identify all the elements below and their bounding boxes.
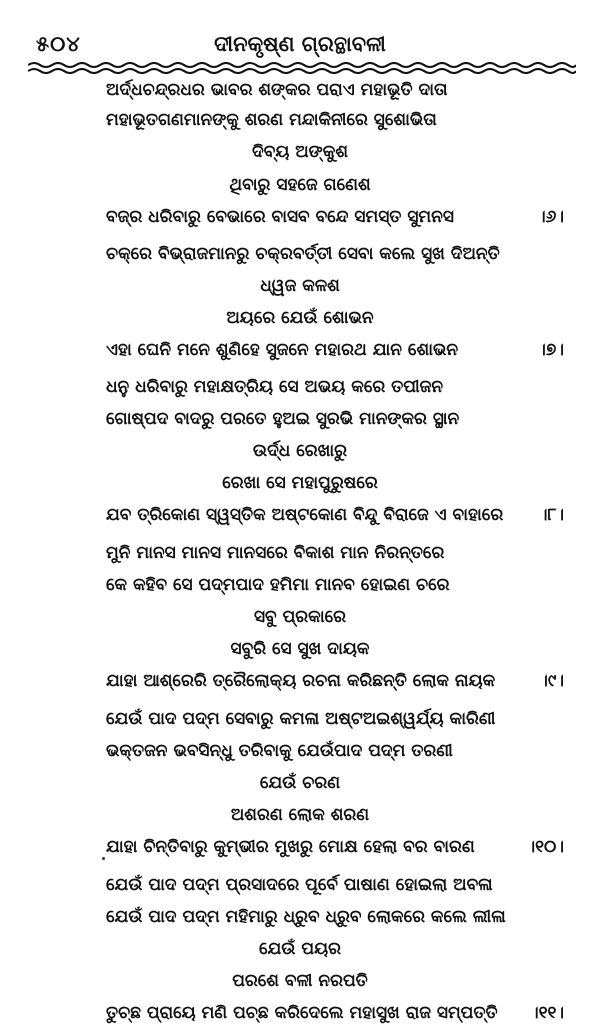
- verse-line: ରେଖା ସେ ମହାପୁରୁଷରେ: [222, 473, 378, 493]
- verse-line: ଚକ୍ରେ ବିଭ୍ରାଜମାନରୁ ଚକ୍ରବର୍ତ୍ତୀ ସେବା କଲେ ସୁଖ ଦିଅନ୍ତି: [106, 244, 500, 264]
- verse-line: ସବୁ ପ୍ରକାରେ: [253, 607, 347, 627]
- page-number: ୫୦୪: [36, 32, 81, 56]
- verse-line: ତୁଚ୍ଛ ପ୍ରାୟେ ମଣି ପଚ୍ଛ କରିଦେଲେ ମହାସୁଖ ରାଜ ସମ୍ପତ୍ତି: [106, 1003, 498, 1023]
- verse-line: ଏହା ଘେନି ମନେ ଶୁଣିହେ ସୁଜନେ ମହାରଥ ଯାନ ଶୋଭନ: [106, 340, 459, 360]
- verse-line: ମୁନି ମାନସ ମାନସ ମାନସରେ ବିକାଶ ମାନ ନିରନ୍ତରେ: [106, 543, 445, 563]
- verse-line: ଅର୍ଦ୍ଧଚନ୍ଦ୍ରଧର ଭାବର ଶଙ୍କର ପରାଏ ମହାଭୂତି ଦାତା: [106, 80, 448, 100]
- verse-line: ଯେଉଁ ପାଦ ପଦ୍ମ ମହିମାରୁ ଧ୍ରୁବ ଧ୍ରୁବ ଲୋକରେ କଲେ ଲୀଳା: [106, 907, 506, 927]
- verse-line: ଯେଉଁ ପାଦ ପଦ୍ମ ସେବାରୁ କମଳା ଅଷ୍ଟଅଇଶ୍ୱର୍ଯ୍ୟ କାରିଣୀ: [106, 709, 496, 729]
- verse-line: ଧ୍ୱଜ କଳଶ: [260, 276, 340, 296]
- verse-line: ଭକ୍ତଜନ ଭବସିନ୍ଧୁ ତରିବାକୁ ଯେଉଁପାଦ ପଦ୍ମ ତରଣୀ: [106, 741, 453, 761]
- verse-number: ।୭।: [538, 340, 564, 360]
- page-header: [0, 28, 600, 64]
- verse-number: ।୯।: [540, 671, 564, 691]
- book-title: ଦୀନକୃଷ୍ଣ ଗ୍ରନ୍ଥାବଳୀ: [214, 32, 386, 56]
- wavy-header-rule: [28, 60, 576, 78]
- verse-line: ମହାଭୂତଗଣମାନଙ୍କୁ ଶରଣ ମନ୍ଦାକିନୀରେ ସୁଶୋଭିତା: [106, 110, 437, 130]
- verse-line: କେ କହିବ ସେ ପଦ୍ମପାଦ ହମିମା ମାନବ ହୋଇଣ ଚରେ: [106, 575, 450, 595]
- verse-line: ଉର୍ଦ୍ଧ ରେଖାରୁ: [252, 441, 348, 461]
- verse-line: ପରଶେ ବଳୀ ନରପତି: [232, 971, 368, 991]
- verse-number: ।୧୧।: [530, 1003, 564, 1023]
- verse-line: ଥିବାରୁ ସହଜେ ଗଣେଶ: [229, 175, 371, 195]
- stray-ink-dot: [102, 857, 105, 860]
- verse-line: ଧନୁ ଧରିବାରୁ ମହାକ୍ଷତ୍ରିୟ ସେ ଅଭୟ କରେ ତପୀଜନ: [106, 377, 444, 397]
- verse-line: ସବୁରି ସେ ସୁଖ ଦାୟକ: [230, 639, 370, 659]
- verse-line: ଦିବ୍ୟ ଅଙ୍କୁଶ: [252, 142, 348, 162]
- verse-number: ।୮।: [539, 505, 564, 525]
- verse-line: ଯାହା ଆଶ୍ରେରି ତ୍ରୈଲୋକ୍ୟ ରଚନା କରିଛନ୍ତି ଲୋକ ନାୟକ: [106, 671, 496, 691]
- verse-line: ଯବ ତ୍ରିକୋଣ ସ୍ୱସ୍ତିକ ଅଷ୍ଟକୋଣ ବିନ୍ଦୁ ବିରାଜେ ଏ ବାହାରେ: [106, 505, 504, 525]
- verse-number: ।୬।: [538, 207, 564, 227]
- verse-line: ଯାହା ଚିନ୍ତିବାରୁ କୁମ୍ଭୀର ମୁଖରୁ ମୋକ୍ଷ ହେଲା ବର ବାରଣ: [106, 837, 475, 857]
- verse-line: ଅଶରଣ ଲୋକ ଶରଣ: [230, 805, 370, 825]
- verse-line: ଯେଉଁ ପୟର: [259, 939, 341, 959]
- verse-line: ବଜ୍ର ଧରିବାରୁ ବେଭାରେ ବାସବ ବନ୍ଦେ ସମସ୍ତ ସୁମନସ: [106, 207, 454, 227]
- verse-number: ।୧୦।: [527, 837, 564, 857]
- verse-line: ଅୟରେ ଯେଉଁ ଶୋଭନ: [226, 308, 374, 328]
- verse-line: ଯେଉଁ ପାଦ ପଦ୍ମ ପ୍ରସାଦରେ ପୂର୍ବେ ପାଷାଣ ହୋଇଲା ଅବଳା: [106, 875, 493, 895]
- verse-line: ଯେଉଁ ଚରଣ: [259, 773, 341, 793]
- verse-line: ଗୋଷ୍ପଦ ବାଦରୁ ପରତେ ହୁଅଇ ସୁରଭି ମାନଙ୍କର ସ୍ଥାନ: [106, 409, 460, 429]
